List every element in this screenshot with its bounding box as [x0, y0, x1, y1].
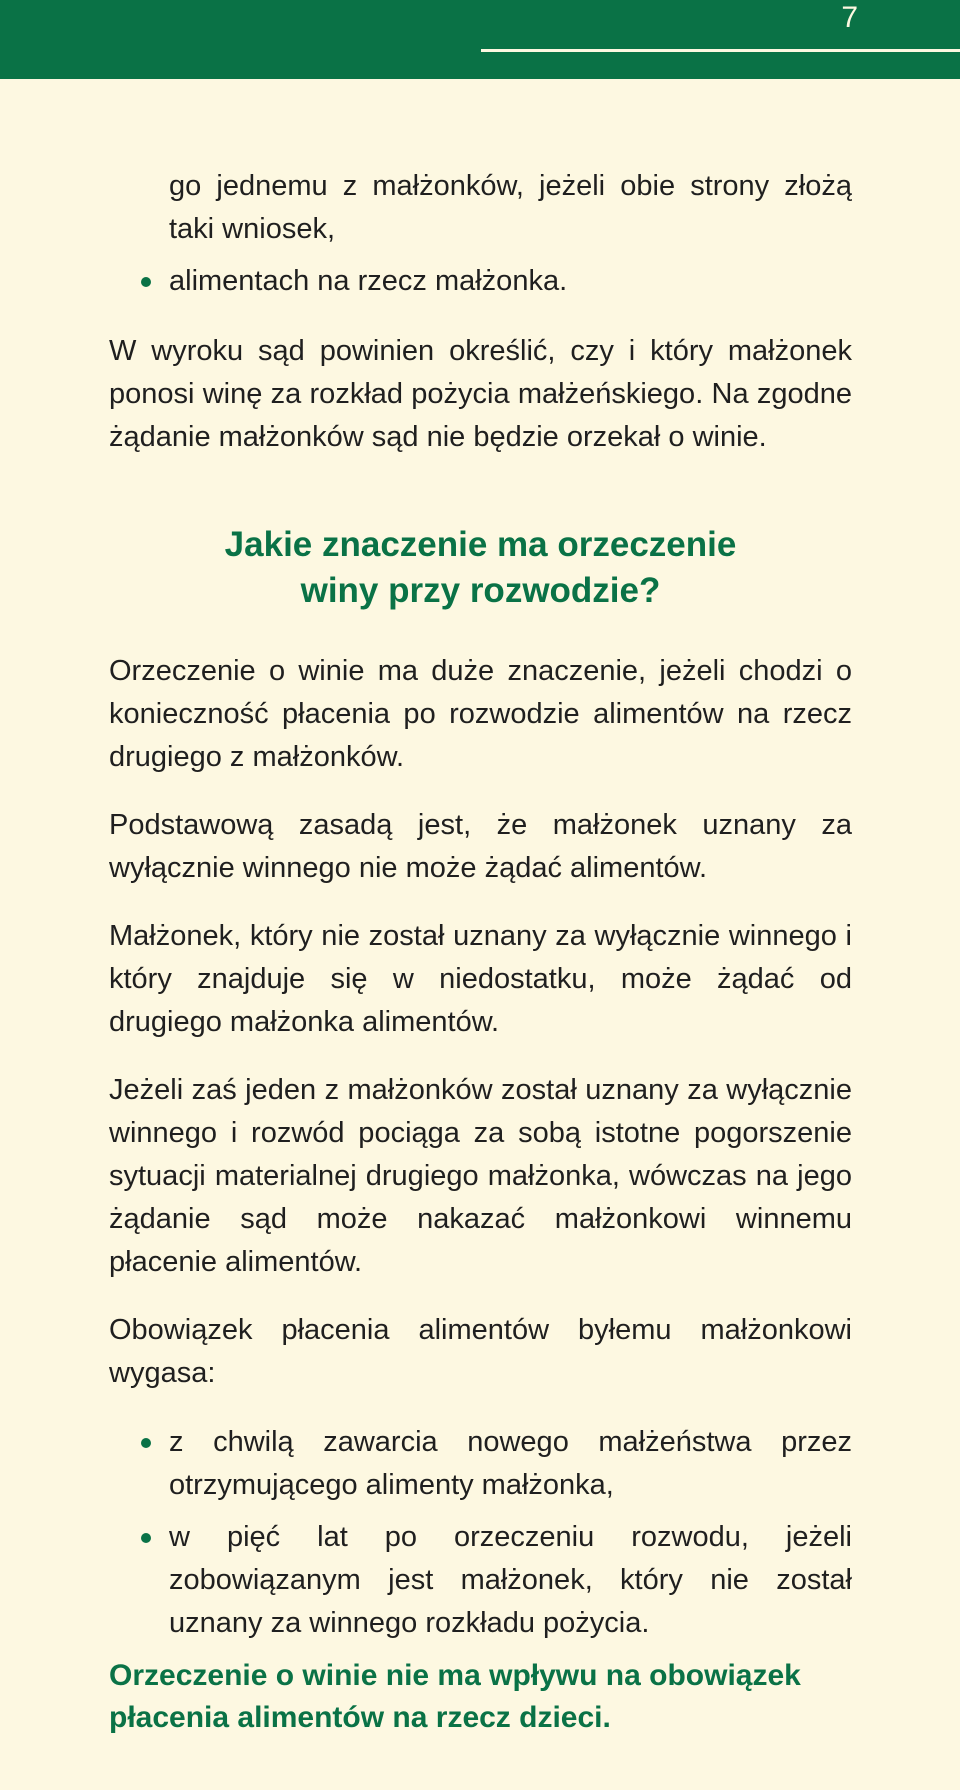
bullet-icon [141, 1438, 151, 1448]
list-item [109, 1421, 852, 1507]
bullet-icon [141, 277, 151, 287]
paragraph-guilty: Jeżeli zaś jeden z małżonków został uznany za wyłącznie winnego i rozwód pociąga za sobą istotne pogorszenie sytuacji materialnej drugiego małżonka, wówczas na jego żądanie sąd może nakazać małżonkowi winnemu płacenie alimentów. [109, 1074, 852, 1278]
list-item [109, 260, 852, 303]
section-heading [109, 522, 852, 614]
page-number: 7 [841, 1, 858, 34]
list-item-text: alimentach na rzecz małżonka. [169, 265, 568, 297]
section-heading-line2: winy przy rozwodzie? [300, 571, 661, 610]
paragraph-expiry: Obowiązek płacenia alimentów byłemu małżonkowi wygasa: [109, 1314, 852, 1389]
list-item [109, 1516, 852, 1645]
paragraph-verdict: W wyroku sąd powinien określić, czy i który małżonek ponosi winę za rozkład pożycia małżeńskiego. Na zgodne żądanie małżonków sąd nie będzie orzekał o winie. [109, 335, 852, 453]
closing-note: Orzeczenie o winie nie ma wpływu na obowiązek płacenia alimentów na rzecz dzieci. [109, 1659, 801, 1734]
paragraph-not-guilty: Małżonek, który nie został uznany za wyłącznie winnego i który znajduje się w niedostatku, może żądać od drugiego małżonka alimentów. [109, 920, 852, 1038]
paragraph-rule: Podstawową zasadą jest, że małżonek uznany za wyłącznie winnego nie może żądać alimentów. [109, 809, 852, 884]
paragraph-importance: Orzeczenie o winie ma duże znaczenie, jeżeli chodzi o konieczność płacenia po rozwodzie alimentów na rzecz drugiego z małżonków. [109, 655, 852, 773]
first-bullet-list [109, 260, 852, 303]
bullet-continuation: go jednemu z małżonków, jeżeli obie strony złożą taki wniosek, [169, 170, 852, 245]
page-header [0, 0, 960, 79]
list-item-text: z chwilą zawarcia nowego małżeństwa przez otrzymującego alimenty małżonka, [169, 1426, 852, 1501]
header-rule [481, 49, 960, 52]
bullet-icon [141, 1533, 151, 1543]
section-heading-line1: Jakie znaczenie ma orzeczenie [224, 525, 737, 564]
list-item-text: w pięć lat po orzeczeniu rozwodu, jeżeli zobowiązanym jest małżonek, który nie został uznany za winnego rozkładu pożycia. [169, 1521, 852, 1639]
page-content [109, 165, 852, 1739]
expiry-bullet-list [109, 1421, 852, 1645]
